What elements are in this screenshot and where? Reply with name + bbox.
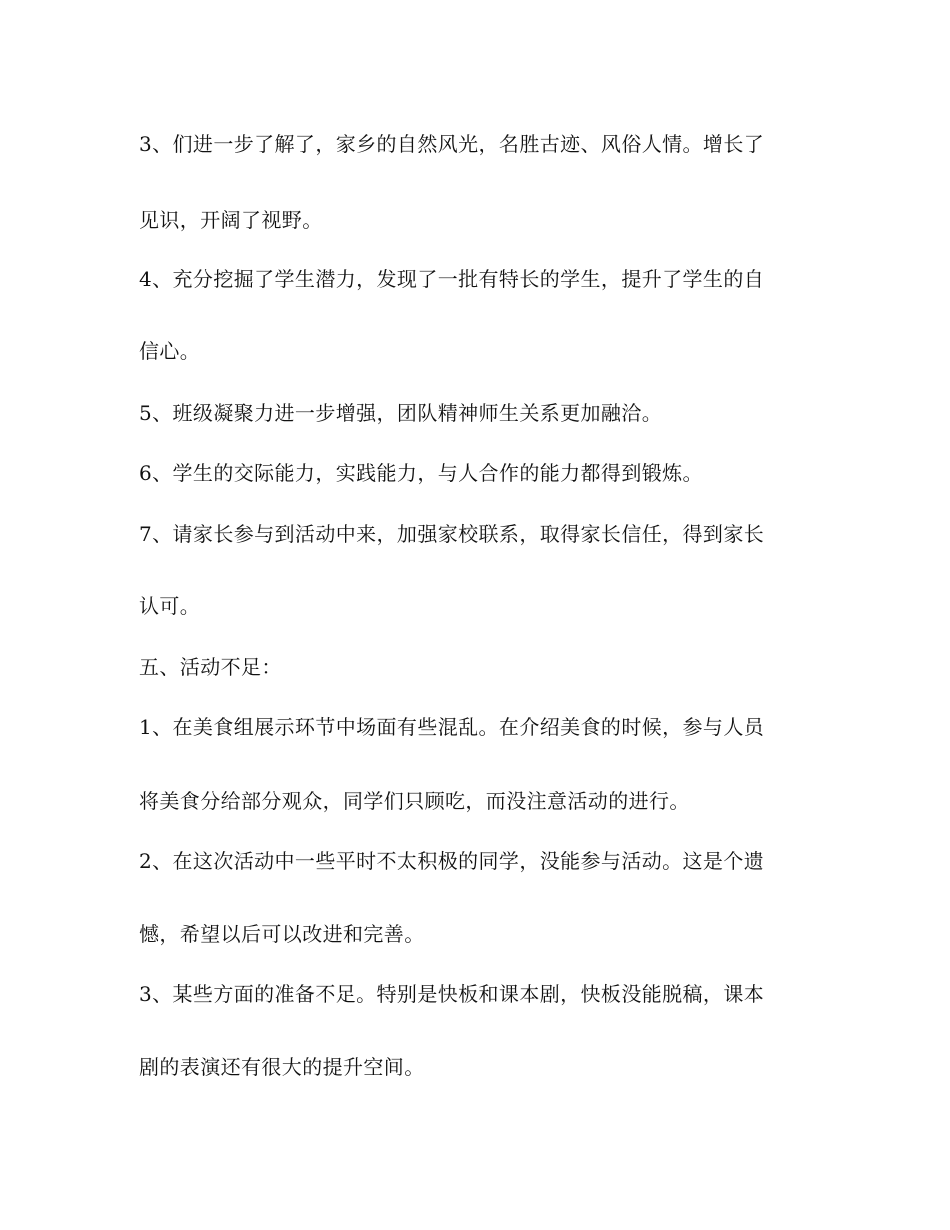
- text-line-shortfall3-part1: 3、某些方面的准备不足。特别是快板和课本剧，快板没能脱稿，课本: [139, 982, 765, 1006]
- text-line-shortfall1-part1: 1、在美食组展示环节中场面有些混乱。在介绍美食的时候，参与人员: [139, 715, 765, 739]
- text-line-item6: 6、学生的交际能力，实践能力，与人合作的能力都得到锻炼。: [139, 461, 703, 485]
- text-line-shortfall3-part2: 剧的表演还有很大的提升空间。: [139, 1055, 425, 1079]
- text-line-item3-part1: 3、们进一步了解了，家乡的自然风光，名胜古迹、风俗人情。增长了: [139, 132, 765, 156]
- text-line-item3-part2: 见识，开阔了视野。: [139, 208, 323, 232]
- text-line-shortfall2-part1: 2、在这次活动中一些平时不太积极的同学，没能参与活动。这是个遗: [139, 849, 765, 873]
- text-line-item4-part1: 4、充分挖掘了学生潜力，发现了一批有特长的学生，提升了学生的自: [139, 267, 765, 291]
- text-line-item5: 5、班级凝聚力进一步增强，团队精神师生关系更加融洽。: [139, 401, 663, 425]
- text-line-item7-part1: 7、请家长参与到活动中来，加强家校联系，取得家长信任，得到家长: [139, 522, 765, 546]
- text-line-shortfall2-part2: 憾，希望以后可以改进和完善。: [139, 922, 425, 946]
- section-heading-shortcomings: 五、活动不足：: [139, 655, 282, 679]
- text-line-item4-part2: 信心。: [139, 339, 201, 363]
- text-line-item7-part2: 认可。: [139, 594, 201, 618]
- text-line-shortfall1-part2: 将美食分给部分观众，同学们只顾吃，而没注意活动的进行。: [139, 789, 690, 813]
